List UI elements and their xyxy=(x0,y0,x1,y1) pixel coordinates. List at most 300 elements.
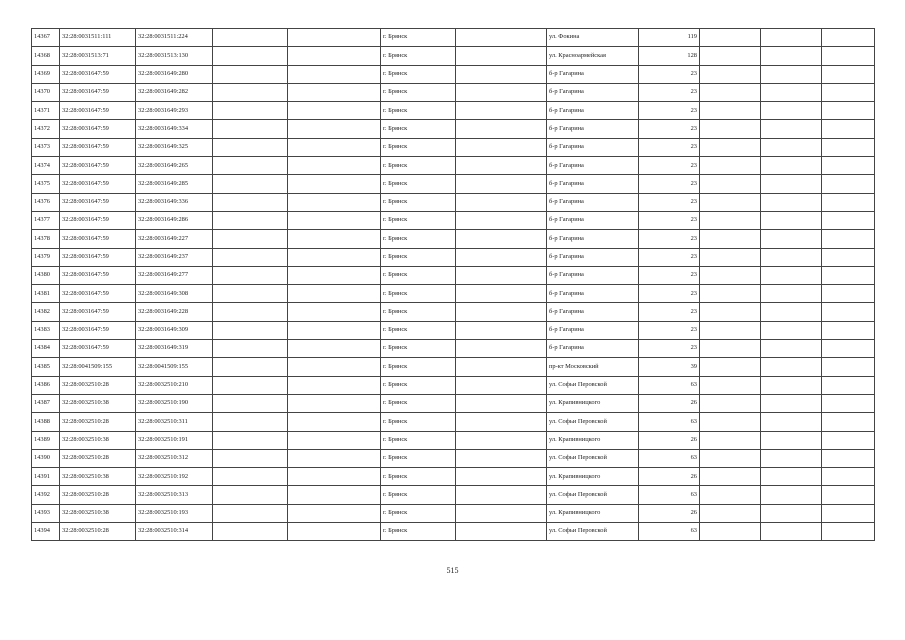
cell-city: г. Брянск xyxy=(381,321,456,339)
cell-empty-column-10 xyxy=(700,138,761,156)
table-row xyxy=(32,138,875,156)
cell-empty-column-4 xyxy=(213,248,288,266)
cell-empty-column-5 xyxy=(288,230,381,248)
cell-street: б-р Гагарина xyxy=(547,120,639,138)
table-row xyxy=(32,340,875,358)
cell-empty-column-10 xyxy=(700,303,761,321)
cell-house-number: 63 xyxy=(639,523,700,541)
cell-object-cadastral-number: 32:28:0031649:309 xyxy=(136,321,213,339)
cell-empty-column-11 xyxy=(761,193,822,211)
cell-city: г. Брянск xyxy=(381,47,456,65)
table-row xyxy=(32,120,875,138)
cell-record-number: 14371 xyxy=(32,102,60,120)
cell-parcel-cadastral-number: 32:28:0031647:59 xyxy=(60,321,136,339)
table-row xyxy=(32,193,875,211)
cell-empty-column-5 xyxy=(288,468,381,486)
table-row xyxy=(32,523,875,541)
cell-empty-column-12 xyxy=(822,157,875,175)
cell-record-number: 14377 xyxy=(32,211,60,229)
table-row xyxy=(32,413,875,431)
cell-street: б-р Гагарина xyxy=(547,138,639,156)
table-row xyxy=(32,431,875,449)
cell-empty-column-12 xyxy=(822,120,875,138)
cell-empty-column-12 xyxy=(822,358,875,376)
cell-empty-column-5 xyxy=(288,394,381,412)
cell-house-number: 63 xyxy=(639,376,700,394)
cell-parcel-cadastral-number: 32:28:0031647:59 xyxy=(60,340,136,358)
cell-empty-column-11 xyxy=(761,285,822,303)
cell-parcel-cadastral-number: 32:28:0031511:111 xyxy=(60,29,136,47)
cell-empty-column-12 xyxy=(822,47,875,65)
table-row xyxy=(32,321,875,339)
cell-empty-column-4 xyxy=(213,468,288,486)
cell-street: б-р Гагарина xyxy=(547,211,639,229)
cell-empty-column-5 xyxy=(288,285,381,303)
cell-record-number: 14367 xyxy=(32,29,60,47)
cell-object-cadastral-number: 32:28:0032510:192 xyxy=(136,468,213,486)
cell-city: г. Брянск xyxy=(381,266,456,284)
cell-empty-column-5 xyxy=(288,138,381,156)
cell-parcel-cadastral-number: 32:28:0031647:59 xyxy=(60,266,136,284)
cell-city: г. Брянск xyxy=(381,102,456,120)
cell-record-number: 14376 xyxy=(32,193,60,211)
cell-empty-column-7 xyxy=(456,394,547,412)
cell-empty-column-7 xyxy=(456,285,547,303)
cell-city: г. Брянск xyxy=(381,504,456,522)
cell-empty-column-4 xyxy=(213,65,288,83)
cell-city: г. Брянск xyxy=(381,303,456,321)
cell-city: г. Брянск xyxy=(381,83,456,101)
cell-parcel-cadastral-number: 32:28:0032510:28 xyxy=(60,376,136,394)
table-row xyxy=(32,504,875,522)
cell-empty-column-12 xyxy=(822,303,875,321)
cell-empty-column-7 xyxy=(456,83,547,101)
cell-empty-column-4 xyxy=(213,83,288,101)
cell-empty-column-5 xyxy=(288,175,381,193)
cell-empty-column-7 xyxy=(456,47,547,65)
cell-parcel-cadastral-number: 32:28:0032510:38 xyxy=(60,468,136,486)
cell-empty-column-4 xyxy=(213,376,288,394)
cell-record-number: 14378 xyxy=(32,230,60,248)
cell-empty-column-7 xyxy=(456,138,547,156)
cell-empty-column-4 xyxy=(213,157,288,175)
cell-parcel-cadastral-number: 32:28:0041509:155 xyxy=(60,358,136,376)
cell-parcel-cadastral-number: 32:28:0031647:59 xyxy=(60,175,136,193)
cell-empty-column-5 xyxy=(288,47,381,65)
cell-street: ул. Софьи Перовской xyxy=(547,413,639,431)
cell-parcel-cadastral-number: 32:28:0031647:59 xyxy=(60,138,136,156)
cell-empty-column-10 xyxy=(700,83,761,101)
cell-house-number: 23 xyxy=(639,157,700,175)
cell-city: г. Брянск xyxy=(381,230,456,248)
cell-record-number: 14387 xyxy=(32,394,60,412)
property-register-table xyxy=(31,28,875,541)
cell-city: г. Брянск xyxy=(381,157,456,175)
cell-house-number: 23 xyxy=(639,65,700,83)
cell-empty-column-12 xyxy=(822,193,875,211)
cell-empty-column-12 xyxy=(822,248,875,266)
cell-object-cadastral-number: 32:28:0031649:227 xyxy=(136,230,213,248)
cell-empty-column-7 xyxy=(456,449,547,467)
cell-house-number: 63 xyxy=(639,449,700,467)
cell-empty-column-10 xyxy=(700,102,761,120)
cell-house-number: 26 xyxy=(639,504,700,522)
cell-street: б-р Гагарина xyxy=(547,102,639,120)
cell-empty-column-10 xyxy=(700,431,761,449)
cell-empty-column-10 xyxy=(700,358,761,376)
cell-parcel-cadastral-number: 32:28:0031647:59 xyxy=(60,120,136,138)
cell-object-cadastral-number: 32:28:0032510:311 xyxy=(136,413,213,431)
cell-house-number: 128 xyxy=(639,47,700,65)
cell-street: б-р Гагарина xyxy=(547,303,639,321)
cell-parcel-cadastral-number: 32:28:0031647:59 xyxy=(60,285,136,303)
cell-empty-column-11 xyxy=(761,211,822,229)
cell-empty-column-12 xyxy=(822,504,875,522)
cell-empty-column-4 xyxy=(213,138,288,156)
cell-empty-column-7 xyxy=(456,157,547,175)
cell-city: г. Брянск xyxy=(381,65,456,83)
cell-record-number: 14392 xyxy=(32,486,60,504)
cell-empty-column-11 xyxy=(761,340,822,358)
table-row xyxy=(32,29,875,47)
cell-empty-column-12 xyxy=(822,83,875,101)
cell-record-number: 14381 xyxy=(32,285,60,303)
cell-empty-column-10 xyxy=(700,248,761,266)
cell-record-number: 14372 xyxy=(32,120,60,138)
table-row xyxy=(32,394,875,412)
cell-house-number: 23 xyxy=(639,193,700,211)
cell-house-number: 23 xyxy=(639,266,700,284)
cell-empty-column-12 xyxy=(822,138,875,156)
cell-empty-column-5 xyxy=(288,29,381,47)
cell-street: ул. Крапивницкого xyxy=(547,431,639,449)
cell-city: г. Брянск xyxy=(381,523,456,541)
cell-street: б-р Гагарина xyxy=(547,175,639,193)
cell-empty-column-12 xyxy=(822,340,875,358)
cell-empty-column-7 xyxy=(456,29,547,47)
cell-record-number: 14384 xyxy=(32,340,60,358)
cell-record-number: 14393 xyxy=(32,504,60,522)
cell-object-cadastral-number: 32:28:0032510:312 xyxy=(136,449,213,467)
cell-object-cadastral-number: 32:28:0031649:293 xyxy=(136,102,213,120)
cell-empty-column-11 xyxy=(761,47,822,65)
cell-parcel-cadastral-number: 32:28:0032510:28 xyxy=(60,449,136,467)
cell-empty-column-5 xyxy=(288,303,381,321)
cell-street: ул. Крапивницкого xyxy=(547,504,639,522)
cell-empty-column-10 xyxy=(700,29,761,47)
cell-empty-column-5 xyxy=(288,340,381,358)
cell-empty-column-7 xyxy=(456,193,547,211)
cell-empty-column-7 xyxy=(456,358,547,376)
cell-parcel-cadastral-number: 32:28:0031647:59 xyxy=(60,193,136,211)
cell-empty-column-5 xyxy=(288,504,381,522)
cell-empty-column-7 xyxy=(456,266,547,284)
cell-city: г. Брянск xyxy=(381,358,456,376)
cell-parcel-cadastral-number: 32:28:0031513:71 xyxy=(60,47,136,65)
cell-parcel-cadastral-number: 32:28:0031647:59 xyxy=(60,157,136,175)
cell-empty-column-11 xyxy=(761,230,822,248)
cell-street: б-р Гагарина xyxy=(547,65,639,83)
table-row xyxy=(32,266,875,284)
cell-empty-column-5 xyxy=(288,102,381,120)
cell-empty-column-10 xyxy=(700,157,761,175)
cell-city: г. Брянск xyxy=(381,340,456,358)
cell-record-number: 14370 xyxy=(32,83,60,101)
cell-empty-column-10 xyxy=(700,211,761,229)
cell-object-cadastral-number: 32:28:0041509:155 xyxy=(136,358,213,376)
cell-object-cadastral-number: 32:28:0031649:325 xyxy=(136,138,213,156)
cell-empty-column-5 xyxy=(288,376,381,394)
cell-empty-column-7 xyxy=(456,340,547,358)
cell-empty-column-4 xyxy=(213,504,288,522)
cell-empty-column-4 xyxy=(213,285,288,303)
cell-empty-column-12 xyxy=(822,468,875,486)
cell-empty-column-12 xyxy=(822,523,875,541)
cell-object-cadastral-number: 32:28:0031649:285 xyxy=(136,175,213,193)
cell-street: ул. Софьи Перовской xyxy=(547,376,639,394)
cell-record-number: 14386 xyxy=(32,376,60,394)
cell-street: б-р Гагарина xyxy=(547,321,639,339)
cell-empty-column-11 xyxy=(761,358,822,376)
cell-object-cadastral-number: 32:28:0032510:193 xyxy=(136,504,213,522)
cell-object-cadastral-number: 32:28:0031513:130 xyxy=(136,47,213,65)
cell-empty-column-7 xyxy=(456,523,547,541)
table-row xyxy=(32,468,875,486)
cell-empty-column-4 xyxy=(213,431,288,449)
cell-empty-column-5 xyxy=(288,248,381,266)
cell-record-number: 14379 xyxy=(32,248,60,266)
cell-empty-column-10 xyxy=(700,65,761,83)
cell-empty-column-11 xyxy=(761,120,822,138)
cell-empty-column-12 xyxy=(822,285,875,303)
cell-city: г. Брянск xyxy=(381,248,456,266)
cell-empty-column-5 xyxy=(288,266,381,284)
cell-house-number: 39 xyxy=(639,358,700,376)
cell-empty-column-4 xyxy=(213,29,288,47)
cell-street: б-р Гагарина xyxy=(547,230,639,248)
cell-empty-column-7 xyxy=(456,321,547,339)
table-row xyxy=(32,358,875,376)
cell-parcel-cadastral-number: 32:28:0031647:59 xyxy=(60,65,136,83)
table-row xyxy=(32,157,875,175)
cell-house-number: 26 xyxy=(639,394,700,412)
cell-record-number: 14373 xyxy=(32,138,60,156)
cell-empty-column-11 xyxy=(761,468,822,486)
cell-street: ул. Красноармейская xyxy=(547,47,639,65)
cell-record-number: 14391 xyxy=(32,468,60,486)
cell-record-number: 14369 xyxy=(32,65,60,83)
cell-empty-column-12 xyxy=(822,431,875,449)
cell-object-cadastral-number: 32:28:0031649:334 xyxy=(136,120,213,138)
cell-parcel-cadastral-number: 32:28:0031647:59 xyxy=(60,248,136,266)
cell-record-number: 14394 xyxy=(32,523,60,541)
cell-city: г. Брянск xyxy=(381,175,456,193)
cell-object-cadastral-number: 32:28:0031649:280 xyxy=(136,65,213,83)
cell-street: ул. Софьи Перовской xyxy=(547,486,639,504)
cell-empty-column-5 xyxy=(288,120,381,138)
cell-empty-column-7 xyxy=(456,102,547,120)
cell-object-cadastral-number: 32:28:0031649:336 xyxy=(136,193,213,211)
cell-empty-column-11 xyxy=(761,248,822,266)
cell-object-cadastral-number: 32:28:0032510:314 xyxy=(136,523,213,541)
cell-street: ул. Фокина xyxy=(547,29,639,47)
cell-empty-column-11 xyxy=(761,303,822,321)
page-number: 515 xyxy=(446,566,459,575)
cell-city: г. Брянск xyxy=(381,413,456,431)
cell-empty-column-7 xyxy=(456,431,547,449)
cell-empty-column-12 xyxy=(822,486,875,504)
cell-parcel-cadastral-number: 32:28:0031647:59 xyxy=(60,303,136,321)
cell-street: пр-кт Московский xyxy=(547,358,639,376)
cell-object-cadastral-number: 32:28:0031649:319 xyxy=(136,340,213,358)
table-row xyxy=(32,230,875,248)
table-row xyxy=(32,303,875,321)
cell-empty-column-11 xyxy=(761,504,822,522)
cell-street: ул. Крапивницкого xyxy=(547,394,639,412)
cell-record-number: 14383 xyxy=(32,321,60,339)
cell-parcel-cadastral-number: 32:28:0031647:59 xyxy=(60,230,136,248)
cell-parcel-cadastral-number: 32:28:0031647:59 xyxy=(60,211,136,229)
cell-parcel-cadastral-number: 32:28:0032510:38 xyxy=(60,431,136,449)
cell-city: г. Брянск xyxy=(381,211,456,229)
cell-empty-column-7 xyxy=(456,65,547,83)
cell-empty-column-11 xyxy=(761,65,822,83)
cell-house-number: 23 xyxy=(639,120,700,138)
cell-empty-column-11 xyxy=(761,523,822,541)
cell-object-cadastral-number: 32:28:0031649:308 xyxy=(136,285,213,303)
cell-house-number: 23 xyxy=(639,175,700,193)
cell-empty-column-4 xyxy=(213,449,288,467)
cell-empty-column-4 xyxy=(213,266,288,284)
cell-empty-column-10 xyxy=(700,486,761,504)
cell-parcel-cadastral-number: 32:28:0032510:38 xyxy=(60,394,136,412)
cell-empty-column-10 xyxy=(700,340,761,358)
cell-house-number: 23 xyxy=(639,83,700,101)
cell-empty-column-10 xyxy=(700,47,761,65)
cell-empty-column-7 xyxy=(456,211,547,229)
cell-empty-column-10 xyxy=(700,394,761,412)
cell-empty-column-12 xyxy=(822,266,875,284)
cell-city: г. Брянск xyxy=(381,29,456,47)
cell-empty-column-11 xyxy=(761,175,822,193)
cell-record-number: 14375 xyxy=(32,175,60,193)
cell-object-cadastral-number: 32:28:0032510:190 xyxy=(136,394,213,412)
cell-city: г. Брянск xyxy=(381,449,456,467)
cell-house-number: 23 xyxy=(639,230,700,248)
cell-house-number: 26 xyxy=(639,431,700,449)
cell-house-number: 26 xyxy=(639,468,700,486)
cell-house-number: 23 xyxy=(639,102,700,120)
cell-empty-column-4 xyxy=(213,413,288,431)
cell-city: г. Брянск xyxy=(381,138,456,156)
table-row xyxy=(32,376,875,394)
cell-parcel-cadastral-number: 32:28:0032510:28 xyxy=(60,523,136,541)
cell-empty-column-11 xyxy=(761,266,822,284)
cell-empty-column-12 xyxy=(822,102,875,120)
cell-city: г. Брянск xyxy=(381,193,456,211)
cell-empty-column-10 xyxy=(700,468,761,486)
cell-empty-column-10 xyxy=(700,376,761,394)
cell-empty-column-11 xyxy=(761,449,822,467)
table-row xyxy=(32,83,875,101)
cell-empty-column-11 xyxy=(761,102,822,120)
cell-empty-column-12 xyxy=(822,65,875,83)
cell-object-cadastral-number: 32:28:0031649:265 xyxy=(136,157,213,175)
cell-empty-column-4 xyxy=(213,523,288,541)
cell-empty-column-7 xyxy=(456,376,547,394)
cell-object-cadastral-number: 32:28:0031649:282 xyxy=(136,83,213,101)
cell-street: б-р Гагарина xyxy=(547,157,639,175)
cell-empty-column-7 xyxy=(456,486,547,504)
cell-house-number: 23 xyxy=(639,303,700,321)
cell-empty-column-7 xyxy=(456,175,547,193)
cell-empty-column-10 xyxy=(700,120,761,138)
cell-record-number: 14389 xyxy=(32,431,60,449)
cell-record-number: 14380 xyxy=(32,266,60,284)
cell-empty-column-12 xyxy=(822,413,875,431)
cell-empty-column-11 xyxy=(761,376,822,394)
cell-empty-column-4 xyxy=(213,193,288,211)
cell-empty-column-7 xyxy=(456,120,547,138)
cell-empty-column-5 xyxy=(288,358,381,376)
cell-street: б-р Гагарина xyxy=(547,266,639,284)
cell-city: г. Брянск xyxy=(381,486,456,504)
cell-empty-column-5 xyxy=(288,157,381,175)
cell-empty-column-4 xyxy=(213,175,288,193)
cell-object-cadastral-number: 32:28:0032510:313 xyxy=(136,486,213,504)
cell-house-number: 23 xyxy=(639,321,700,339)
cell-empty-column-7 xyxy=(456,303,547,321)
cell-record-number: 14368 xyxy=(32,47,60,65)
cell-empty-column-12 xyxy=(822,321,875,339)
table-row xyxy=(32,248,875,266)
cell-empty-column-11 xyxy=(761,157,822,175)
cell-empty-column-12 xyxy=(822,449,875,467)
cell-empty-column-11 xyxy=(761,138,822,156)
cell-empty-column-4 xyxy=(213,486,288,504)
cell-empty-column-12 xyxy=(822,29,875,47)
cell-house-number: 23 xyxy=(639,248,700,266)
table-row xyxy=(32,211,875,229)
cell-house-number: 23 xyxy=(639,340,700,358)
cell-empty-column-10 xyxy=(700,193,761,211)
cell-city: г. Брянск xyxy=(381,376,456,394)
cell-object-cadastral-number: 32:28:0031649:286 xyxy=(136,211,213,229)
cell-street: ул. Крапивницкого xyxy=(547,468,639,486)
cell-empty-column-11 xyxy=(761,413,822,431)
cell-empty-column-11 xyxy=(761,321,822,339)
cell-street: ул. Софьи Перовской xyxy=(547,449,639,467)
cell-empty-column-5 xyxy=(288,431,381,449)
cell-empty-column-4 xyxy=(213,47,288,65)
cell-object-cadastral-number: 32:28:0031649:228 xyxy=(136,303,213,321)
cell-empty-column-5 xyxy=(288,413,381,431)
cell-empty-column-4 xyxy=(213,102,288,120)
table-row xyxy=(32,65,875,83)
cell-empty-column-10 xyxy=(700,449,761,467)
cell-empty-column-7 xyxy=(456,413,547,431)
cell-empty-column-12 xyxy=(822,175,875,193)
cell-empty-column-11 xyxy=(761,486,822,504)
cell-object-cadastral-number: 32:28:0031649:237 xyxy=(136,248,213,266)
table-row xyxy=(32,102,875,120)
cell-object-cadastral-number: 32:28:0032510:191 xyxy=(136,431,213,449)
cell-house-number: 63 xyxy=(639,486,700,504)
cell-parcel-cadastral-number: 32:28:0032510:28 xyxy=(60,413,136,431)
cell-empty-column-7 xyxy=(456,230,547,248)
cell-object-cadastral-number: 32:28:0031649:277 xyxy=(136,266,213,284)
table-row xyxy=(32,175,875,193)
